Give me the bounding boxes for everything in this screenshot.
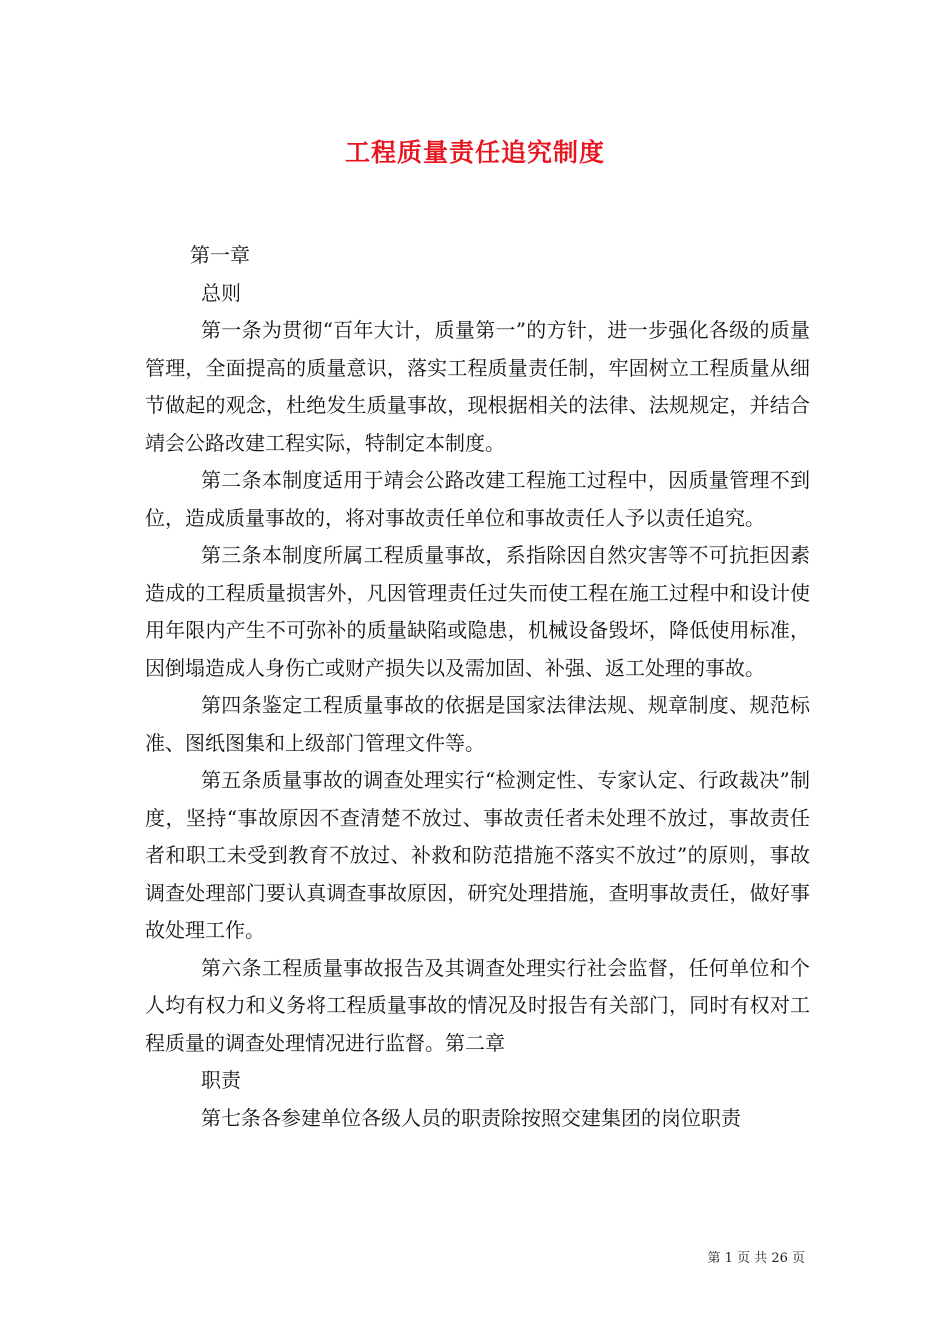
article-6: 第六条工程质量事故报告及其调查处理实行社会监督，任何单位和个人均有权力和义务将工程质量事故的情况及时报告有关部门，同时有权对工程质量的调查处理情况进行监督。第二章 bbox=[145, 955, 810, 1055]
document-body bbox=[145, 237, 810, 1137]
article-7: 第七条各参建单位各级人员的职责除按照交建集团的岗位职责 bbox=[201, 1105, 741, 1130]
article-4: 第四条鉴定工程质量事故的依据是国家法律法规、规章制度、规范标准、图纸图集和上级部门管理文件等。 bbox=[145, 693, 810, 755]
article-5: 第五条质量事故的调查处理实行“检测定性、专家认定、行政裁决”制度，坚持“事故原因不查清楚不放过、事故责任者未处理不放过，事故责任者和职工未受到教育不放过、补救和防范措施不落实不放过”的原则，事故调查处理部门要认真调查事故原因，研究处理措施，查明事故责任，做好事故处理工作。 bbox=[145, 768, 810, 942]
article-3: 第三条本制度所属工程质量事故，系指除因自然灾害等不可抗拒因素造成的工程质量损害外，凡因管理责任过失而使工程在施工过程中和设计使用年限内产生不可弥补的质量缺陷或隐患，机械设备毁坏，降低使用标准，因倒塌造成人身伤亡或财产损失以及需加固、补强、返工处理的事故。 bbox=[145, 543, 810, 680]
article-1: 第一条为贯彻“百年大计，质量第一”的方针，进一步强化各级的质量管理，全面提高的质量意识，落实工程质量责任制，牢固树立工程质量从细节做起的观念，杜绝发生质量事故，现根据相关的法律、法规规定，并结合靖会公路改建工程实际，特制定本制度。 bbox=[145, 318, 810, 455]
document-title: 工程质量责任追究制度 bbox=[344, 138, 605, 167]
chapter-1-label: 第一章 bbox=[190, 243, 250, 267]
chapter-2-heading: 职责 bbox=[201, 1068, 241, 1092]
article-2: 第二条本制度适用于靖会公路改建工程施工过程中，因质量管理不到位，造成质量事故的，将对事故责任单位和事故责任人予以责任追究。 bbox=[145, 468, 810, 530]
chapter-1-heading: 总则 bbox=[201, 280, 241, 305]
page-number: 第 1 页 共 26 页 bbox=[707, 1251, 805, 1266]
